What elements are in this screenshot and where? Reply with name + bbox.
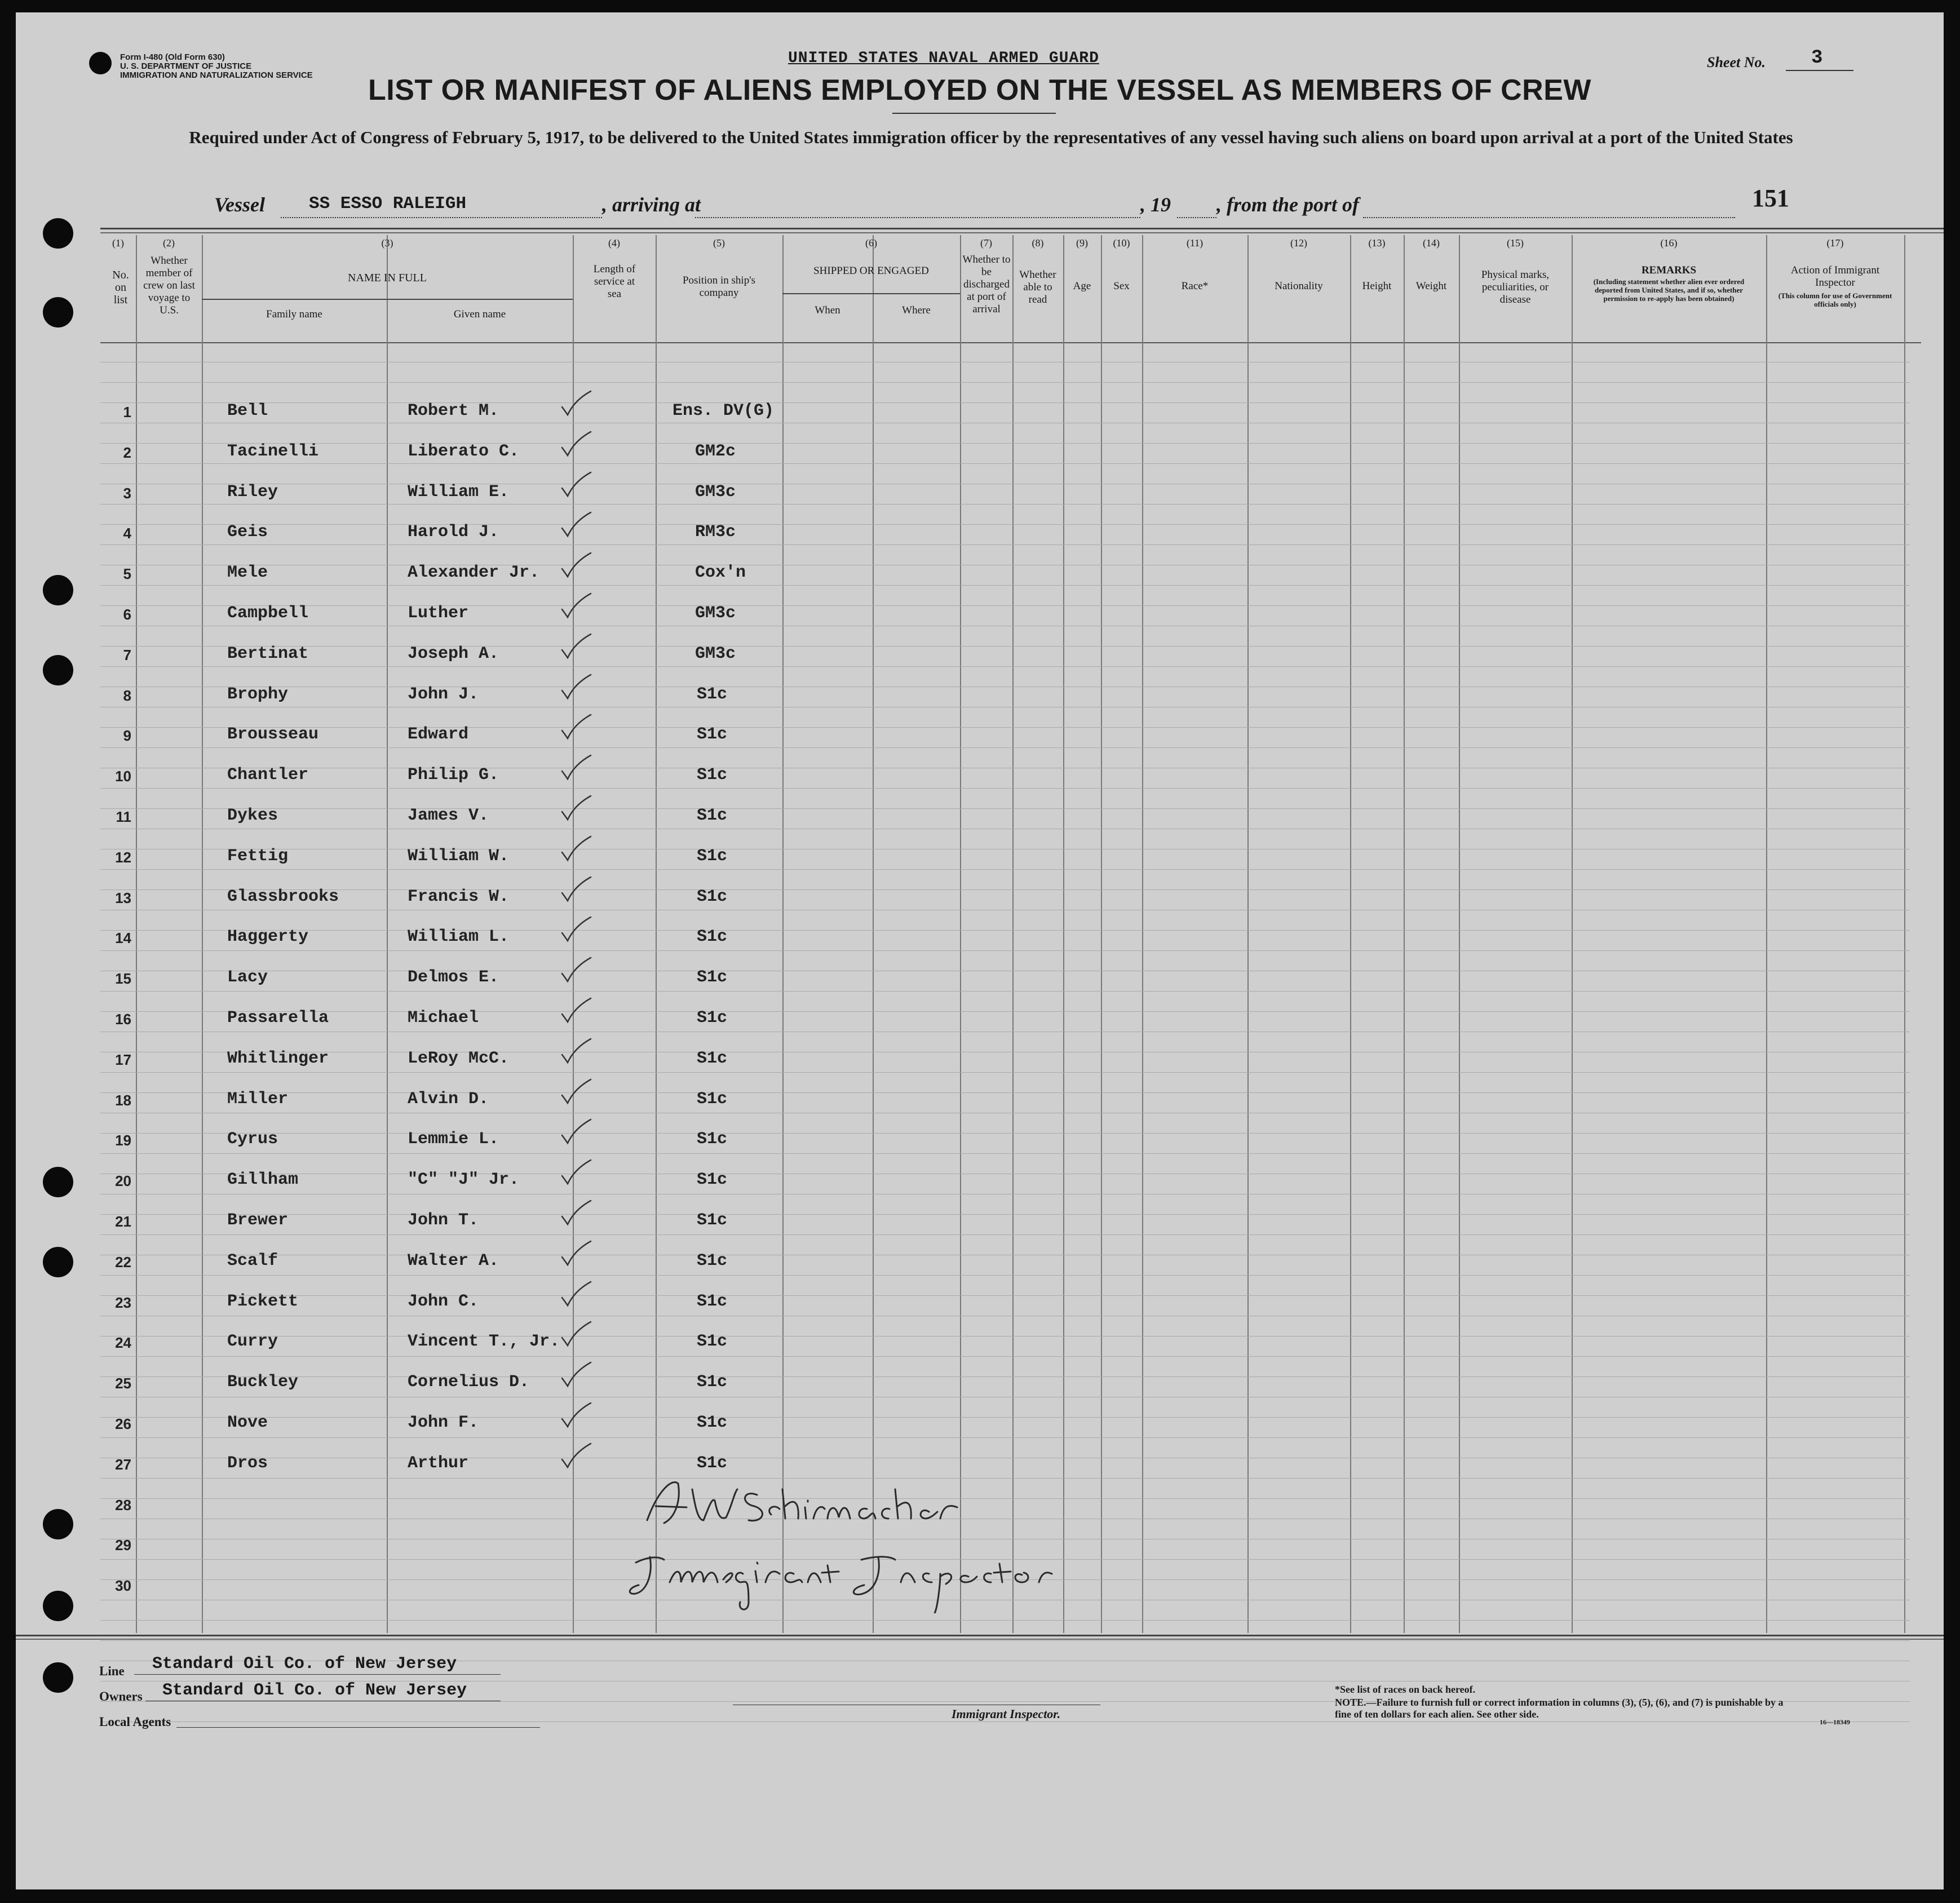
position: GM3c <box>695 644 736 663</box>
check-mark-icon <box>560 1320 594 1348</box>
check-mark-icon <box>560 1360 594 1388</box>
inspector-caption: Immigrant Inspector. <box>952 1707 1061 1721</box>
row-number: 9 <box>123 727 131 744</box>
check-mark-icon <box>560 1158 594 1186</box>
row-number: 30 <box>115 1577 131 1594</box>
row-number: 24 <box>115 1334 131 1351</box>
column-divider <box>1142 235 1143 1633</box>
ruled-line <box>100 443 1910 444</box>
row-number: 14 <box>115 930 131 946</box>
given-name: Luther <box>408 604 469 623</box>
punch-hole <box>43 297 73 328</box>
col12-label: Nationality <box>1275 280 1323 292</box>
ruled-line <box>100 1417 1910 1418</box>
column-divider <box>1101 235 1102 1633</box>
ruled-line <box>100 808 1910 809</box>
ruled-line <box>100 1620 1910 1621</box>
header-bottom-rule <box>100 342 1921 343</box>
family-name: Passarella <box>227 1008 329 1028</box>
family-name: Lacy <box>227 968 268 987</box>
family-name: Tacinelli <box>227 442 319 461</box>
check-mark-icon <box>560 1117 594 1145</box>
position: GM3c <box>695 604 736 623</box>
vessel-underline <box>281 216 602 218</box>
shipped-header-rule <box>782 293 960 294</box>
col11-label: Race* <box>1181 280 1209 292</box>
position: S1c <box>697 927 728 946</box>
column-divider <box>960 235 961 1633</box>
column-divider <box>782 235 784 1633</box>
column-divider <box>387 235 388 1633</box>
ruled-line <box>100 1295 1910 1296</box>
ruled-line <box>100 585 1910 586</box>
family-name: Gillham <box>227 1170 299 1189</box>
column-divider <box>1572 235 1573 1633</box>
check-mark-icon <box>560 389 594 417</box>
check-mark-icon <box>560 1401 594 1429</box>
given-name: James V. <box>408 806 489 825</box>
ruled-line <box>100 1234 1910 1235</box>
given-name: Philip G. <box>408 765 499 785</box>
given-name: Vincent T., Jr. <box>408 1332 560 1351</box>
row-number: 21 <box>115 1213 131 1230</box>
fine-note: NOTE.—Failure to furnish full or correct information in columns (3), (5), (6), and (7) is punishable by a fine of ten dollars for each alien. See other side. <box>1335 1697 1784 1720</box>
column-divider <box>1012 235 1014 1633</box>
ruled-line <box>100 402 1910 403</box>
row-number: 2 <box>123 444 131 461</box>
check-mark-icon <box>560 1280 594 1308</box>
position: Cox'n <box>695 563 746 582</box>
column-divider <box>656 235 657 1633</box>
given-name: John C. <box>408 1292 479 1311</box>
family-name: Campbell <box>227 604 309 623</box>
arriving-label: , arriving at <box>602 193 701 216</box>
family-name: Miller <box>227 1090 289 1109</box>
check-mark-icon <box>560 834 594 862</box>
row-number: 1 <box>123 404 131 421</box>
ruled-line <box>100 930 1910 931</box>
col6-number: (6) <box>865 237 877 249</box>
family-name: Bell <box>227 401 268 421</box>
col9-label: Age <box>1073 280 1091 292</box>
col11-number: (11) <box>1186 237 1204 249</box>
inspector-signature <box>625 1467 1053 1613</box>
position: S1c <box>697 1170 728 1189</box>
check-mark-icon <box>560 591 594 619</box>
row-number: 20 <box>115 1172 131 1189</box>
family-name: Haggerty <box>227 927 309 946</box>
given-name: "C" "J" Jr. <box>408 1170 520 1189</box>
given-name: Michael <box>408 1008 479 1028</box>
family-name: Brophy <box>227 685 289 704</box>
given-name: Cornelius D. <box>408 1373 530 1392</box>
ruled-line <box>100 950 1910 951</box>
check-mark-icon <box>560 672 594 701</box>
position: S1c <box>697 1130 728 1149</box>
sheet-number: 3 <box>1811 47 1823 69</box>
family-name: Pickett <box>227 1292 299 1311</box>
family-name: Riley <box>227 483 278 502</box>
given-name: William W. <box>408 847 510 866</box>
given-name: Walter A. <box>408 1251 499 1271</box>
position: S1c <box>697 1332 728 1351</box>
col2-label: Whether member of crew on last voyage to U.S. <box>143 255 195 316</box>
punch-hole <box>43 655 73 685</box>
family-name: Dykes <box>227 806 278 825</box>
row-number: 18 <box>115 1092 131 1109</box>
position: GM2c <box>695 442 736 461</box>
row-number: 22 <box>115 1254 131 1271</box>
page-title: LIST OR MANIFEST OF ALIENS EMPLOYED ON THE VESSEL AS MEMBERS OF CREW <box>368 74 1591 107</box>
col4-label: Length of service at sea <box>593 263 636 300</box>
col16-label: REMARKS <box>1641 264 1697 276</box>
col8-label: Whether able to read <box>1019 269 1056 306</box>
row-number: 10 <box>115 768 131 785</box>
form-id-line: Form I-480 (Old Form 630) <box>120 52 225 62</box>
check-mark-icon <box>560 1441 594 1470</box>
col6-when: When <box>815 304 840 316</box>
sheet-number-label: Sheet No. <box>1707 54 1766 70</box>
ruled-line <box>100 646 1910 647</box>
family-name: Glassbrooks <box>227 887 339 906</box>
column-divider <box>1350 235 1351 1633</box>
col16-number: (16) <box>1660 237 1678 249</box>
footer-rule <box>16 1635 1944 1636</box>
row-number: 13 <box>115 889 131 906</box>
given-name: Arthur <box>408 1454 469 1473</box>
given-name: William E. <box>408 483 510 502</box>
column-divider <box>136 235 137 1633</box>
punch-hole <box>43 1167 73 1197</box>
line-value: Standard Oil Co. of New Jersey <box>152 1654 457 1674</box>
ruled-line <box>100 1011 1910 1012</box>
row-number: 27 <box>115 1456 131 1473</box>
position: S1c <box>697 1454 728 1473</box>
col17-note: (This column for use of Government officials only) <box>1778 291 1892 308</box>
check-mark-icon <box>560 632 594 660</box>
given-name: LeRoy McC. <box>408 1049 510 1068</box>
position: S1c <box>697 806 728 825</box>
col14-number: (14) <box>1423 237 1440 249</box>
row-number: 15 <box>115 970 131 987</box>
ruled-line <box>100 869 1910 870</box>
agents-underline <box>176 1727 540 1728</box>
line-underline <box>134 1674 501 1675</box>
family-name: Geis <box>227 523 268 542</box>
ruled-line <box>100 727 1910 728</box>
row-number: 17 <box>115 1051 131 1068</box>
given-name: Liberato C. <box>408 442 520 461</box>
row-number: 25 <box>115 1375 131 1392</box>
given-name: Alvin D. <box>408 1090 489 1109</box>
family-name: Brousseau <box>227 725 319 744</box>
row-number: 6 <box>123 606 131 623</box>
check-mark-icon <box>560 1198 594 1227</box>
check-mark-icon <box>560 1037 594 1065</box>
punch-hole <box>43 218 73 249</box>
owners-label: Owners <box>99 1689 143 1703</box>
family-name: Chantler <box>227 765 309 785</box>
position: Ens. DV(G) <box>672 401 775 421</box>
given-name: Alexander Jr. <box>408 563 540 582</box>
check-mark-icon <box>560 955 594 984</box>
check-mark-icon <box>560 1239 594 1267</box>
table-top-rule <box>100 228 1944 229</box>
check-mark-icon <box>560 915 594 943</box>
vessel-name: SS ESSO RALEIGH <box>309 194 467 214</box>
position: S1c <box>697 725 728 744</box>
col13-label: Height <box>1362 280 1392 292</box>
check-mark-icon <box>560 794 594 822</box>
from-port-underline <box>1363 216 1735 218</box>
ruled-line <box>100 1275 1910 1276</box>
name-header-rule <box>202 299 573 300</box>
given-name: William L. <box>408 927 510 946</box>
arriving-underline <box>695 216 1140 218</box>
column-divider <box>202 235 203 1633</box>
col3-number: (3) <box>381 237 393 249</box>
row-number: 11 <box>116 808 131 825</box>
family-name: Bertinat <box>227 644 309 663</box>
punch-hole <box>43 1662 73 1693</box>
col17-label: Action of Immigrant Inspector <box>1790 264 1880 289</box>
ruled-line <box>100 1092 1910 1093</box>
position: S1c <box>697 1413 728 1432</box>
from-port-label: , from the port of <box>1216 193 1360 216</box>
col5-number: (5) <box>713 237 725 249</box>
position: S1c <box>697 1292 728 1311</box>
col9-number: (9) <box>1076 237 1088 249</box>
column-divider <box>1063 235 1064 1633</box>
col2-number: (2) <box>163 237 175 249</box>
row-number: 8 <box>123 687 131 704</box>
page-number: 151 <box>1752 184 1789 212</box>
column-divider <box>1904 235 1905 1633</box>
ruled-line <box>100 1356 1910 1357</box>
ruled-line <box>100 382 1910 383</box>
position: S1c <box>697 1373 728 1392</box>
page-subtitle: Required under Act of Congress of February 5, 1917, to be delivered to the United States immigration officer by the representatives of any vessel having such aliens on board upon arrival at a port of the United States <box>189 127 1793 147</box>
check-mark-icon <box>560 470 594 498</box>
position: S1c <box>697 847 728 866</box>
sheet-number-underline <box>1786 70 1853 71</box>
row-number: 23 <box>115 1294 131 1311</box>
given-name: Francis W. <box>408 887 510 906</box>
title-rule <box>892 113 1056 114</box>
position: S1c <box>697 1251 728 1271</box>
position: S1c <box>697 1049 728 1068</box>
ruled-line <box>100 1640 1910 1641</box>
row-number: 16 <box>115 1011 131 1028</box>
manifest-page <box>16 12 1944 1889</box>
given-name: Edward <box>408 725 469 744</box>
year-underline <box>1177 216 1216 218</box>
row-number: 4 <box>123 525 131 542</box>
family-name: Brewer <box>227 1211 289 1230</box>
col6-where: Where <box>902 304 931 316</box>
ruled-line <box>100 1072 1910 1073</box>
column-divider <box>1766 235 1767 1633</box>
check-mark-icon <box>560 551 594 579</box>
punch-hole <box>43 575 73 605</box>
form-id-line: IMMIGRATION AND NATURALIZATION SERVICE <box>120 70 313 80</box>
col1-number: (1) <box>112 237 124 249</box>
family-name: Nove <box>227 1413 268 1432</box>
owners-value: Standard Oil Co. of New Jersey <box>162 1681 467 1700</box>
vessel-label: Vessel <box>214 193 265 216</box>
position: S1c <box>697 1211 728 1230</box>
check-mark-icon <box>560 996 594 1024</box>
line-label: Line <box>99 1664 125 1678</box>
col15-label: Physical marks, peculiarities, or disease <box>1481 269 1550 306</box>
col15-number: (15) <box>1507 237 1524 249</box>
family-name: Scalf <box>227 1251 278 1271</box>
given-name: Harold J. <box>408 523 499 542</box>
check-mark-icon <box>560 875 594 903</box>
ruled-line <box>100 747 1910 748</box>
ruled-line <box>100 1214 1910 1215</box>
position: RM3c <box>695 523 736 542</box>
ruled-line <box>100 889 1910 890</box>
family-name: Whitlinger <box>227 1049 329 1068</box>
col16-note: (Including statement whether alien ever ordered deported from United States, and if so, whether permission to re-apply has been obtained) <box>1593 277 1745 303</box>
given-name: John T. <box>408 1211 479 1230</box>
given-name: Joseph A. <box>408 644 499 663</box>
given-name: Delmos E. <box>408 968 499 987</box>
family-name: Cyrus <box>227 1130 278 1149</box>
given-name: John J. <box>408 685 479 704</box>
ruled-line <box>100 1721 1910 1722</box>
form-id-line: U. S. DEPARTMENT OF JUSTICE <box>120 61 252 71</box>
ruled-line <box>100 991 1910 992</box>
row-number: 28 <box>115 1497 131 1513</box>
position: GM3c <box>695 483 736 502</box>
ruled-line <box>100 463 1910 464</box>
col3-given: Given name <box>453 308 506 320</box>
col12-number: (12) <box>1290 237 1307 249</box>
col14-label: Weight <box>1415 280 1447 292</box>
year-label: , 19 <box>1140 193 1171 216</box>
ruled-line <box>100 605 1910 606</box>
col10-label: Sex <box>1113 280 1130 292</box>
given-name: Lemmie L. <box>408 1130 499 1149</box>
ruled-line <box>100 788 1910 789</box>
family-name: Mele <box>227 563 268 582</box>
column-divider <box>873 235 874 1633</box>
row-number: 12 <box>115 849 131 866</box>
ruled-line <box>100 1437 1910 1438</box>
col3-family: Family name <box>266 308 322 320</box>
col5-label: Position in ship's company <box>682 275 756 299</box>
row-number: 26 <box>115 1415 131 1432</box>
position: S1c <box>697 1090 728 1109</box>
column-divider <box>1404 235 1405 1633</box>
position: S1c <box>697 765 728 785</box>
punch-hole <box>43 1247 73 1277</box>
punch-hole <box>43 1591 73 1621</box>
punch-hole <box>43 1509 73 1539</box>
position: S1c <box>697 1008 728 1028</box>
print-code: 16—18349 <box>1820 1718 1850 1726</box>
position: S1c <box>697 968 728 987</box>
family-name: Buckley <box>227 1373 299 1392</box>
check-mark-icon <box>560 753 594 781</box>
col10-number: (10) <box>1113 237 1130 249</box>
col8-number: (8) <box>1032 237 1044 249</box>
ruled-line <box>100 1133 1910 1134</box>
row-number: 5 <box>123 565 131 582</box>
col3-label: NAME IN FULL <box>348 272 427 284</box>
col17-number: (17) <box>1826 237 1844 249</box>
family-name: Fettig <box>227 847 289 866</box>
row-number: 3 <box>123 485 131 502</box>
given-name: John F. <box>408 1413 479 1432</box>
row-number: 19 <box>115 1132 131 1149</box>
family-name: Curry <box>227 1332 278 1351</box>
naval-guard-stamp: UNITED STATES NAVAL ARMED GUARD <box>788 50 1099 67</box>
row-number: 29 <box>115 1537 131 1554</box>
ruled-line <box>100 524 1910 525</box>
col7-label: Whether to be discharged at port of arrival <box>962 254 1011 315</box>
table-top-rule-2 <box>100 232 1944 233</box>
check-mark-icon <box>560 430 594 458</box>
col1-label: No. on list <box>112 269 129 306</box>
position: S1c <box>697 887 728 906</box>
row-number: 7 <box>123 647 131 663</box>
col7-number: (7) <box>980 237 992 249</box>
ruled-line <box>100 1153 1910 1154</box>
ruled-line <box>100 666 1910 667</box>
given-name: Robert M. <box>408 401 499 421</box>
position: S1c <box>697 685 728 704</box>
column-divider <box>1247 235 1249 1633</box>
races-note: *See list of races on back hereof. <box>1335 1684 1476 1695</box>
col4-number: (4) <box>608 237 620 249</box>
col6-label: SHIPPED OR ENGAGED <box>813 265 929 277</box>
family-name: Dros <box>227 1454 268 1473</box>
column-divider <box>1459 235 1460 1633</box>
check-mark-icon <box>560 510 594 538</box>
punch-hole <box>89 52 112 74</box>
agents-label: Local Agents <box>99 1715 171 1729</box>
footer-rule-2 <box>16 1639 1944 1640</box>
col13-number: (13) <box>1368 237 1386 249</box>
check-mark-icon <box>560 712 594 741</box>
check-mark-icon <box>560 1077 594 1105</box>
